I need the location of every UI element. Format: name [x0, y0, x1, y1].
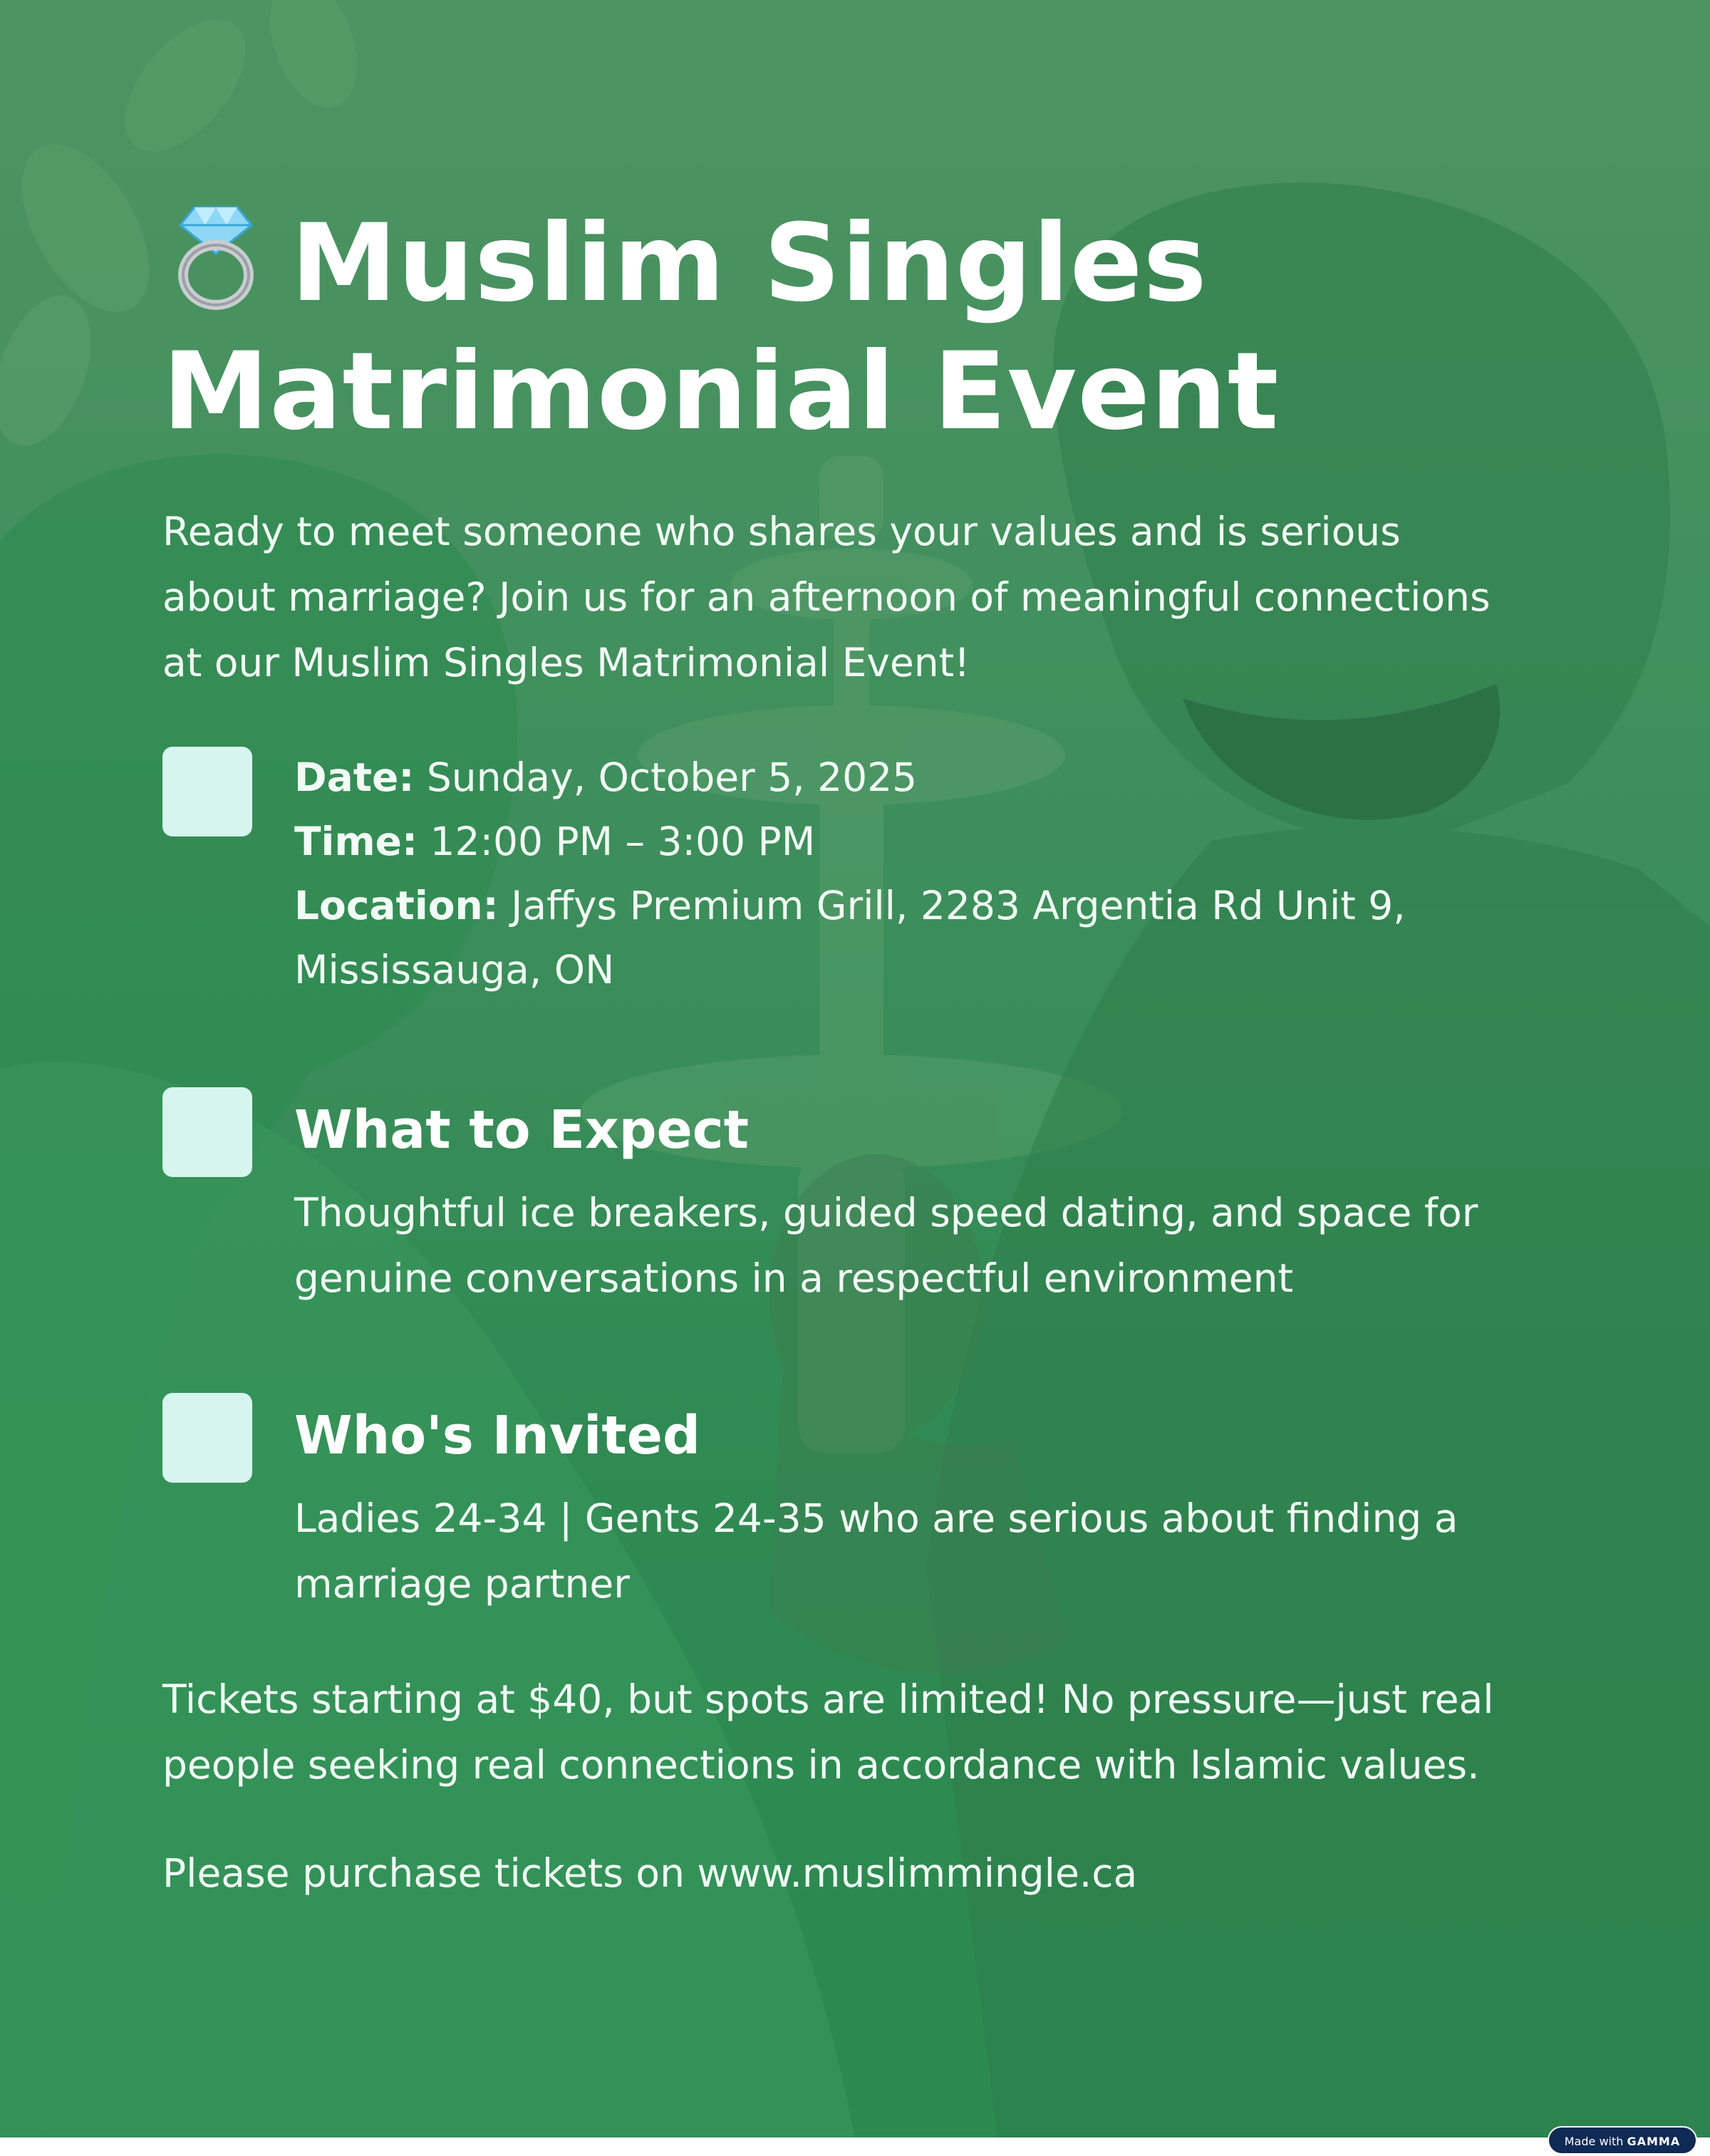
time-label: Time: [294, 819, 418, 864]
made-with-gamma-badge[interactable] [1548, 2126, 1697, 2155]
details-box-icon [162, 747, 252, 836]
invited-title: Who's Invited [294, 1405, 700, 1466]
expect-text: Thoughtful ice breakers, guided speed dating, and space for genuine conversations in a respectful environment [294, 1190, 1478, 1301]
location-label: Location: [294, 883, 499, 928]
purchase-text: Please purchase tickets on www.muslimmingle.ca [162, 1850, 1138, 1896]
location-line [294, 874, 1559, 1002]
title-line-1: Muslim Singles [291, 202, 1208, 326]
ring-icon [162, 200, 269, 307]
expect-title: What to Expect [294, 1099, 750, 1161]
invited-box-icon [162, 1393, 252, 1483]
badge-prefix: Made with [1564, 2135, 1624, 2148]
what-to-expect-section [162, 1087, 1559, 1311]
title-line-2: Matrimonial Event [162, 330, 1280, 454]
date-line [294, 745, 1559, 809]
time-line [294, 809, 1559, 874]
tickets-text: Tickets starting at $40, but spots are limited! No pressure—just real people seeking real connections in accordance with Islamic values. [162, 1676, 1494, 1788]
expect-box-icon [162, 1087, 252, 1177]
event-title [162, 199, 1559, 456]
date-value: Sunday, October 5, 2025 [426, 755, 918, 800]
invited-text: Ladies 24-34 | Gents 24-35 who are serious about finding a marriage partner [294, 1496, 1458, 1607]
whos-invited-section [162, 1393, 1559, 1617]
event-details [162, 745, 1559, 1002]
location-value: Jaffys Premium Grill, 2283 Argentia Rd Unit 9, Mississauga, ON [294, 883, 1406, 993]
poster-content [162, 199, 1559, 1906]
time-value: 12:00 PM – 3:00 PM [430, 819, 816, 864]
date-label: Date: [294, 755, 415, 800]
intro-text: Ready to meet someone who shares your values and is serious about marriage? Join us for an afternoon of meaningful connections at our Muslim Singles Matrimonial Event! [162, 509, 1491, 685]
badge-brand: GAMMA [1627, 2135, 1681, 2148]
